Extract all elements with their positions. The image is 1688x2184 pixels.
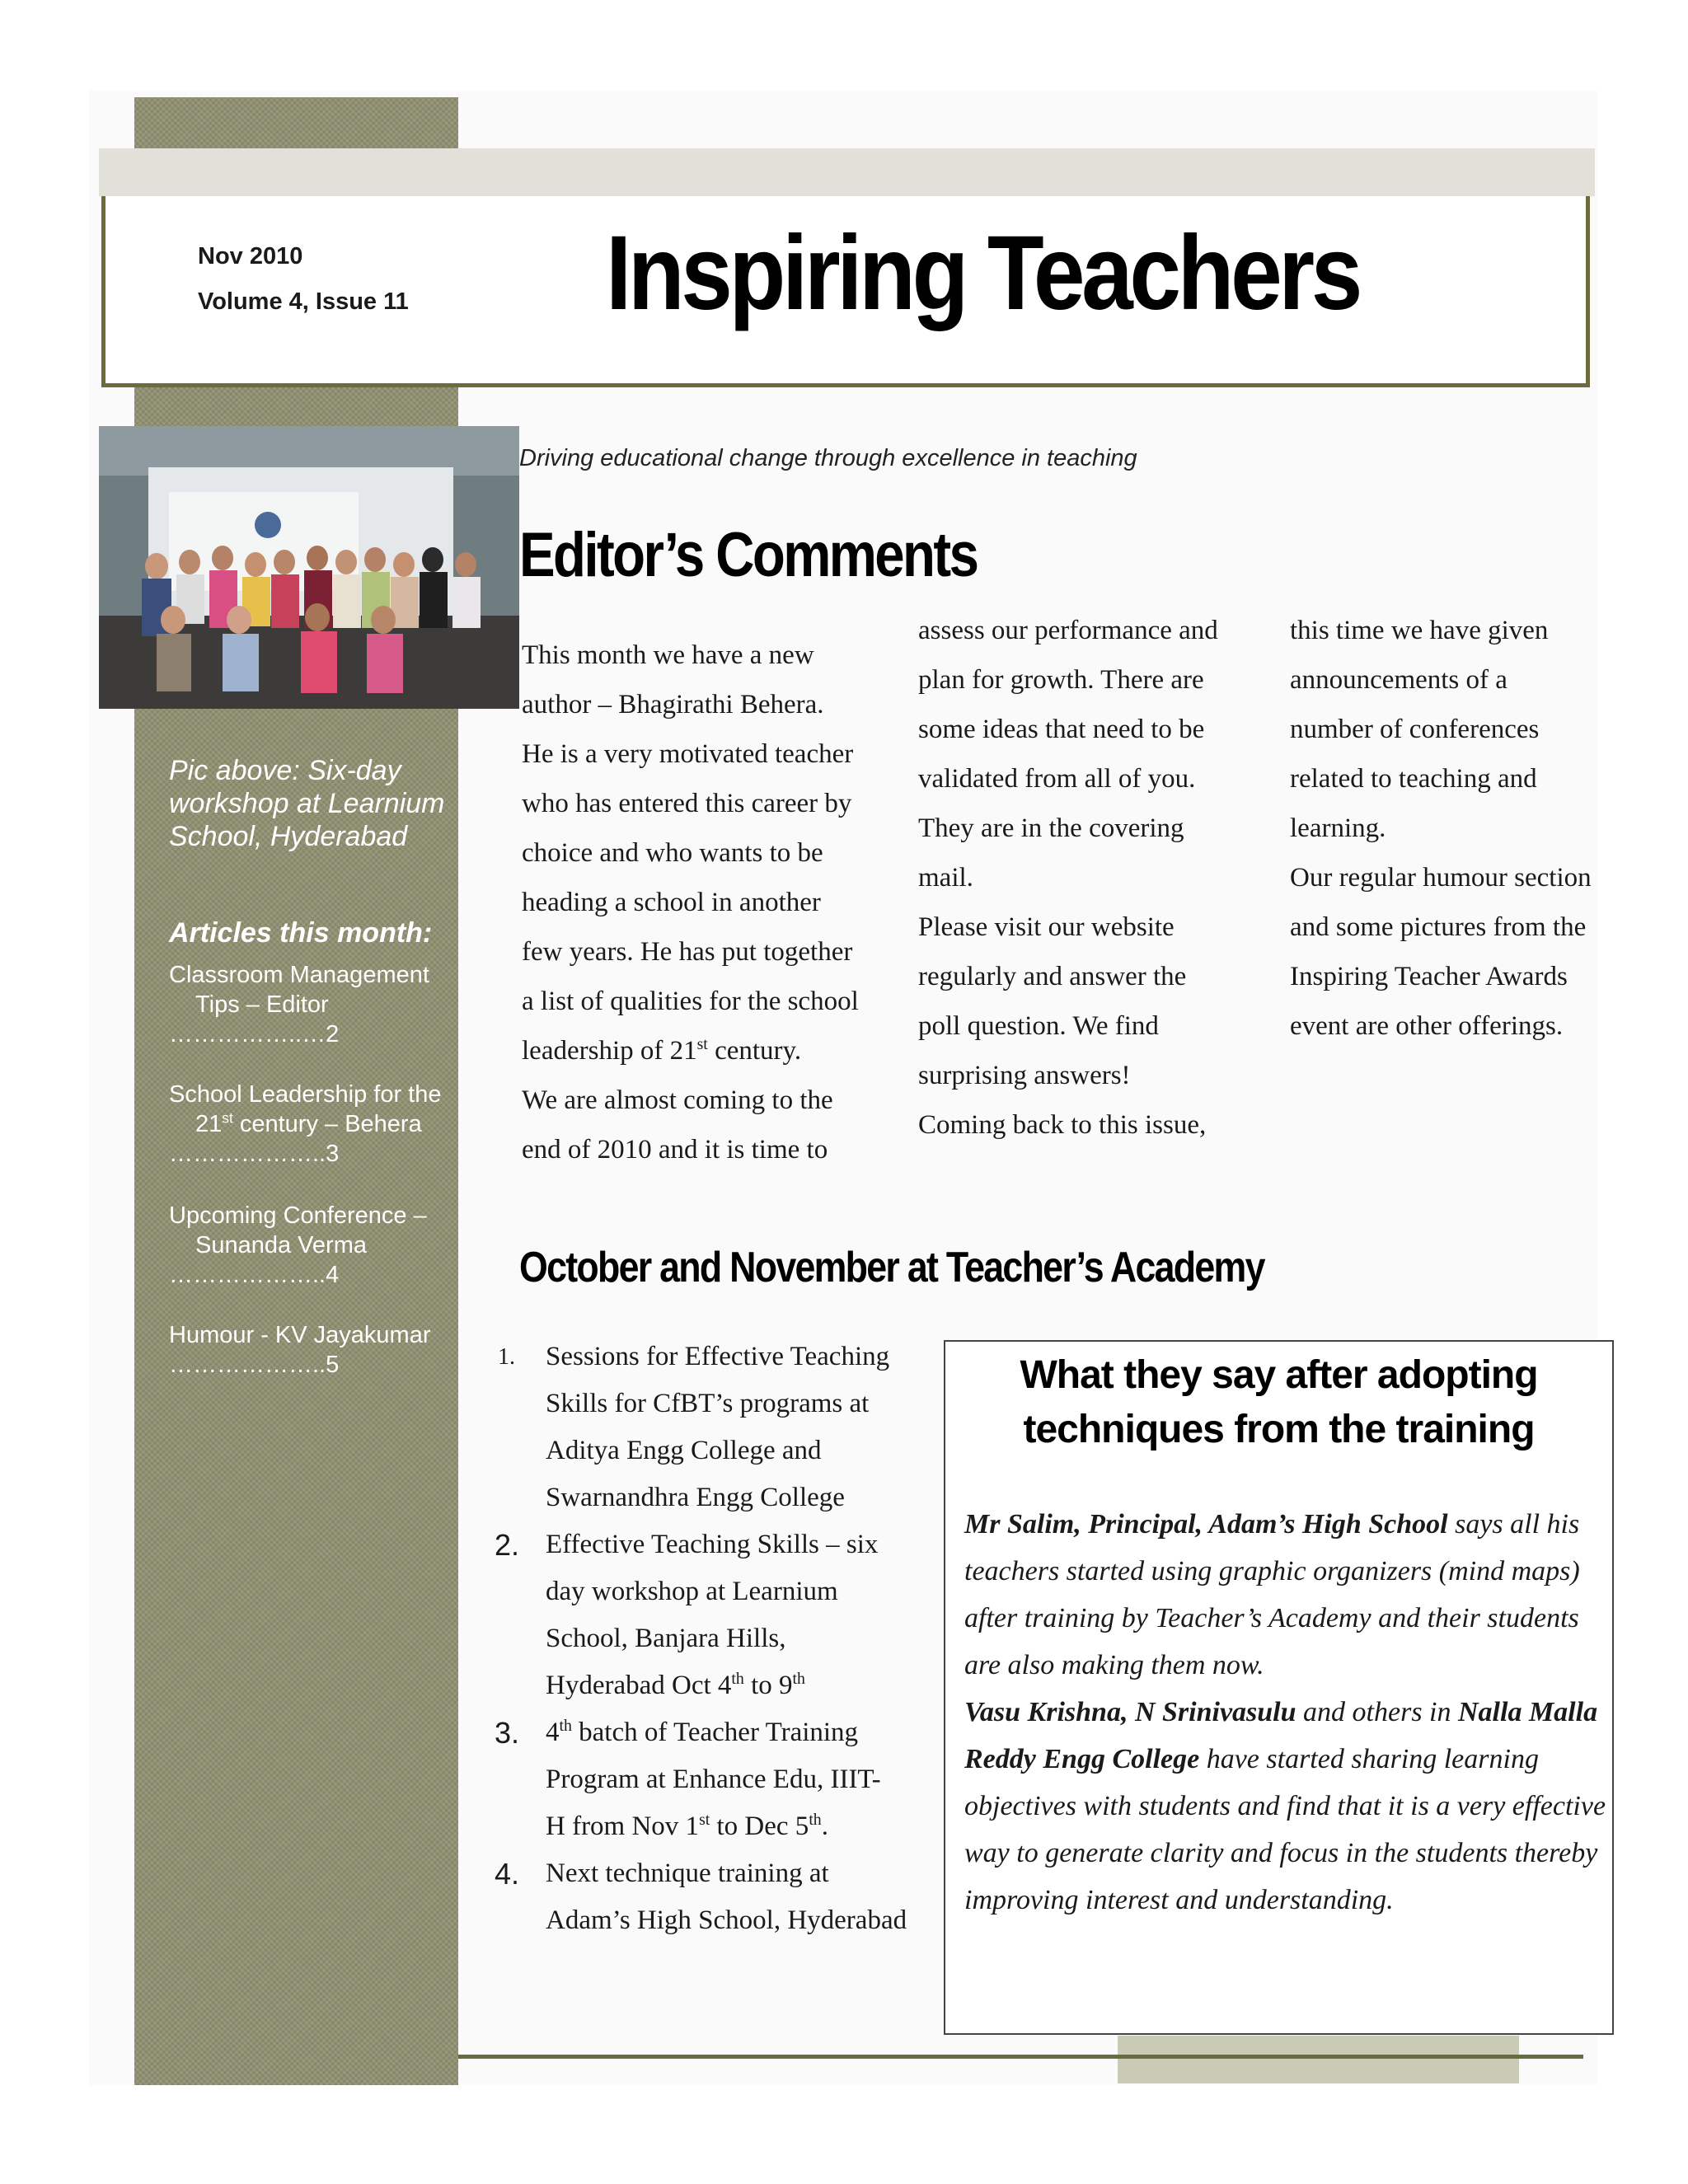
testimonial-institution: Nalla Malla Reddy Engg College: [964, 1697, 1598, 1774]
testimonial-body: Mr Salim, Principal, Adam’s High School says all his teachers started using graphic organizers (mind maps) after training by Teacher’s Academy and their students are also making them now. Vasu Krishna, N Srinivasulu and others in Nalla Malla Reddy Engg College have started sharing learning objectives with students and find that it is a very effective way to generate clarity and focus in the students thereby improving interest and understanding.: [964, 1509, 1606, 1915]
editor-text-line: few years. He has put together: [522, 937, 853, 967]
editor-text-line: This month we have a new: [522, 640, 814, 670]
list-number: 2.: [495, 1528, 520, 1562]
editor-column-1: [522, 630, 909, 1174]
article-title: Humour - KV Jayakumar: [169, 1322, 431, 1348]
editor-text-line: regularly and answer the: [918, 962, 1187, 991]
testimonial-speaker: Mr Salim, Principal, Adam’s High School: [964, 1509, 1448, 1540]
header-band: [99, 148, 1595, 196]
editor-text-line: author – Bhagirathi Behera.: [522, 690, 824, 719]
editor-text-line: heading a school in another: [522, 888, 821, 917]
editor-text-line: Inspiring Teacher Awards: [1290, 962, 1568, 991]
editor-text-line: and some pictures from the: [1290, 912, 1587, 942]
testimonial-box: [944, 1340, 1614, 2035]
list-number: 1.: [498, 1344, 515, 1370]
article-title: School Leadership for the: [169, 1081, 442, 1108]
tagline: Driving educational change through excellence in teaching: [519, 445, 1137, 471]
editor-text-line: leadership of 21st century.: [522, 1035, 802, 1066]
list-number: 4.: [495, 1857, 520, 1891]
group-photo-image: [99, 426, 519, 709]
testimonial-speaker: Vasu Krishna, N Srinivasulu: [964, 1697, 1296, 1727]
article-title: Upcoming Conference –: [169, 1202, 427, 1229]
editor-text-line: surprising answers!: [918, 1061, 1131, 1090]
editor-column-3: [1290, 606, 1653, 1051]
editor-text-line: Coming back to this issue,: [918, 1110, 1207, 1140]
list-number: 3.: [495, 1716, 520, 1750]
article-author: Tips – Editor: [195, 991, 329, 1018]
editor-text-line: mail.: [918, 863, 973, 893]
editor-text-line: number of conferences: [1290, 715, 1540, 744]
issue-volume: Volume 4, Issue 11: [198, 288, 409, 315]
editor-comments-heading: Editor’s Comments: [519, 520, 978, 590]
academy-activities-list: [495, 1333, 940, 1944]
editor-text-line: a list of qualities for the school: [522, 987, 859, 1016]
editor-text-line: choice and who wants to be: [522, 838, 823, 868]
article-entry[interactable]: [169, 1080, 457, 1169]
editor-text-line: validated from all of you.: [918, 764, 1196, 794]
footer-accent-block: [1118, 2036, 1519, 2083]
editor-text-line: He is a very motivated teacher: [522, 739, 854, 769]
photo-caption: Pic above: Six-day workshop at Learnium School, Hyderabad: [169, 755, 445, 852]
article-page: ……………..…2: [169, 1021, 340, 1047]
editor-text-line: Please visit our website: [918, 912, 1175, 942]
academy-section-heading: October and November at Teacher’s Academy: [519, 1244, 1264, 1291]
testimonial-text: have started sharing learning objectives with students and find that it is a very effective way to generate clarity and focus in the students thereby improving interest and understanding.: [964, 1744, 1606, 1915]
editor-text-line: learning.: [1290, 813, 1386, 843]
workshop-group-photo: [99, 426, 519, 709]
list-item: 2. Effective Teaching Skills – six day workshop at Learnium School, Banjara Hills, Hyderabad Oct 4th to 9th: [495, 1521, 940, 1709]
editor-text-line: poll question. We find: [918, 1011, 1159, 1041]
footer-rule: [458, 2055, 1583, 2059]
article-entry[interactable]: [169, 960, 457, 1049]
testimonial-text: says all his teachers started using graphic organizers (mind maps) after training by Teacher’s Academy and their students are also making them now.: [964, 1509, 1580, 1680]
editor-text-line: related to teaching and: [1290, 764, 1537, 794]
article-page: ………………..3: [169, 1141, 340, 1167]
editor-text-line: this time we have given: [1290, 616, 1549, 645]
testimonial-heading: What they say after adopting techniques from the training: [1020, 1353, 1538, 1451]
editor-text-line: They are in the covering: [918, 813, 1184, 843]
editor-text-line: assess our performance and: [918, 616, 1218, 645]
editor-text-line: Our regular humour section: [1290, 863, 1592, 893]
list-item: 4. Next technique training at Adam’s High School, Hyderabad: [495, 1850, 940, 1944]
article-author: Sunanda Verma: [195, 1232, 367, 1258]
editor-text-line: announcements of a: [1290, 665, 1507, 695]
editor-text-line: event are other offerings.: [1290, 1011, 1564, 1041]
article-page: ………………..5: [169, 1352, 340, 1378]
article-author: 21st century – Behera: [195, 1109, 422, 1137]
article-page: ………………..4: [169, 1262, 340, 1288]
article-entry[interactable]: [169, 1201, 457, 1290]
list-item: 1. Sessions for Effective Teaching Skills for CfBT’s programs at Aditya Engg College and Swarnandhra Engg College: [495, 1333, 940, 1521]
editor-text-line: who has entered this career by: [522, 789, 852, 818]
list-item: 3. 4th batch of Teacher Training Program at Enhance Edu, IIIT- H from Nov 1st to Dec 5th.: [495, 1709, 940, 1850]
articles-heading: Articles this month:: [169, 917, 433, 949]
editor-column-2: [918, 606, 1289, 1150]
editor-text-line: plan for growth. There are: [918, 665, 1204, 695]
newsletter-title: Inspiring Teachers: [606, 214, 1359, 332]
article-entry[interactable]: [169, 1320, 457, 1380]
editor-text-line: end of 2010 and it is time to: [522, 1135, 828, 1165]
editor-text-line: We are almost coming to the: [522, 1085, 833, 1115]
editor-text-line: some ideas that need to be: [918, 715, 1205, 744]
issue-date: Nov 2010: [198, 243, 303, 269]
article-title: Classroom Management: [169, 962, 429, 988]
